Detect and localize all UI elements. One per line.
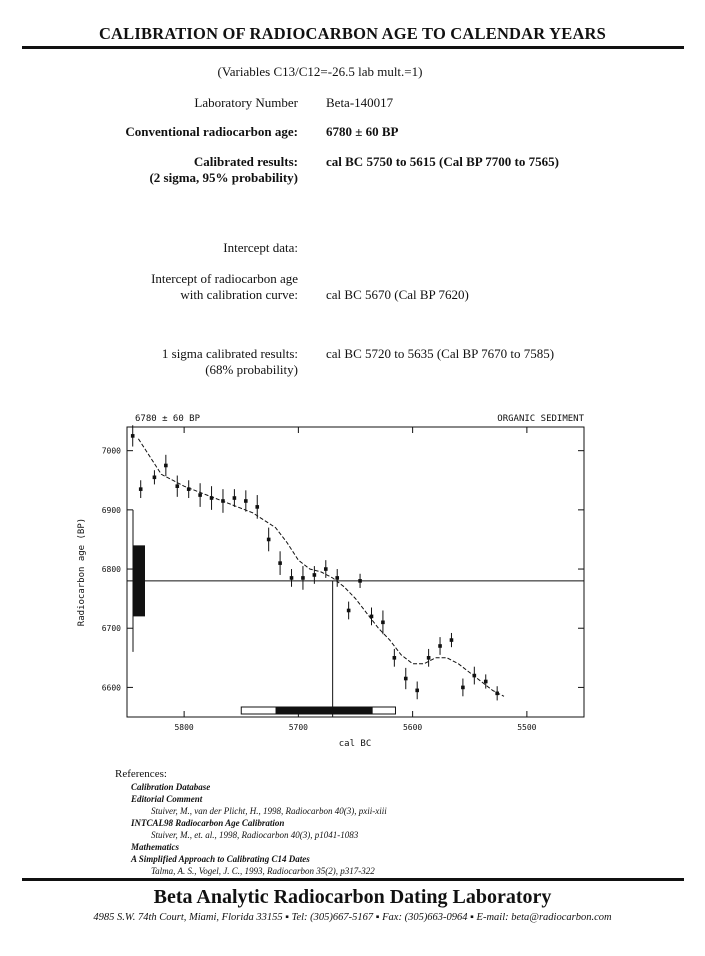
lab-number-value: Beta-140017 [326, 95, 394, 110]
data-point [198, 493, 202, 497]
data-point [438, 644, 442, 648]
intercept-label-2: with calibration curve: [180, 287, 298, 302]
lab-address: 4985 S.W. 74th Court, Miami, Florida 33155 ▪ Tel: (305)667-5167 ▪ Fax: (305)663-0964 ▪ E-mail: beta@radiocarbon.com [93, 912, 612, 923]
data-point [461, 686, 465, 690]
calibrated-sub-label: (2 sigma, 95% probability) [149, 170, 298, 185]
intercept-data-label: Intercept data: [223, 240, 298, 255]
references-heading: References: [115, 768, 167, 780]
data-point [427, 656, 431, 660]
data-point [415, 689, 419, 693]
conv-age-label: Conventional radiocarbon age: [125, 124, 298, 139]
data-point [495, 692, 499, 696]
intercept-label-1: Intercept of radiocarbon age [151, 271, 298, 286]
data-point [187, 487, 191, 491]
sample-sigma-bar [133, 545, 145, 616]
plot-frame [127, 427, 584, 717]
x-axis-label: cal BC [338, 739, 372, 749]
data-point [175, 484, 179, 488]
sigma1-label: 1 sigma calibrated results: [161, 346, 298, 361]
chart-title-right: ORGANIC SEDIMENT [497, 414, 584, 424]
calibration-curve [138, 439, 504, 697]
data-point [131, 434, 135, 438]
footer-rule [22, 878, 684, 881]
y-tick-label: 7000 [101, 446, 121, 456]
y-tick-label: 6800 [101, 565, 121, 575]
data-point [301, 576, 305, 580]
data-point [381, 621, 385, 625]
intercept-value: cal BC 5670 (Cal BP 7620) [326, 287, 469, 302]
reference-item: Calibration Database [131, 782, 211, 792]
reference-item: Mathematics [131, 842, 180, 852]
sigma1-range-bar [276, 707, 373, 714]
variables-line: (Variables C13/C12=-26.5 lab mult.=1) [217, 64, 423, 79]
sigma1-sub-label: (68% probability) [205, 362, 298, 377]
lab-name: Beta Analytic Radiocarbon Dating Laboratory [153, 886, 552, 908]
reference-item: Stuiver, M., et. al., 1998, Radiocarbon 40(3), p1041-1083 [151, 830, 359, 840]
lab-number-label: Laboratory Number [194, 95, 298, 110]
data-point [473, 674, 477, 678]
data-point [393, 656, 397, 660]
page-title: CALIBRATION OF RADIOCARBON AGE TO CALENDAR YEARS [98, 24, 607, 43]
x-tick-label: 5700 [288, 723, 309, 732]
data-point [278, 561, 282, 565]
conv-age-value: 6780 ± 60 BP [326, 124, 399, 139]
x-tick-label: 5600 [402, 723, 423, 732]
x-tick-label: 5500 [517, 723, 537, 732]
y-tick-label: 6600 [101, 683, 121, 693]
data-point [484, 680, 488, 684]
y-axis-label: Radiocarbon age (BP) [77, 517, 87, 627]
data-point [347, 609, 351, 613]
data-point [244, 499, 248, 503]
data-point [221, 499, 225, 503]
reference-item: Editorial Comment [131, 794, 203, 804]
chart-title-left: 6780 ± 60 BP [135, 414, 201, 424]
calibrated-value: cal BC 5750 to 5615 (Cal BP 7700 to 7565) [326, 154, 559, 169]
data-point [370, 615, 374, 619]
sigma1-value: cal BC 5720 to 5635 (Cal BP 7670 to 7585) [326, 346, 555, 361]
data-point [153, 476, 157, 480]
data-point [313, 573, 317, 577]
data-point [139, 487, 143, 491]
data-point [290, 576, 294, 580]
data-point [233, 496, 237, 500]
references [115, 768, 387, 877]
data-point [210, 496, 214, 500]
reference-item: Stuiver, M., van der Plicht, H., 1998, Radiocarbon 40(3), pxii-xiii [151, 806, 387, 816]
reference-item: INTCAL98 Radiocarbon Age Calibration [131, 818, 285, 828]
y-tick-label: 6900 [101, 505, 121, 515]
data-point [324, 567, 328, 571]
data-point [164, 464, 168, 468]
x-tick-label: 5800 [174, 723, 194, 732]
calibrated-label: Calibrated results: [193, 154, 298, 169]
reference-item: Talma, A. S., Vogel, J. C., 1993, Radiocarbon 35(2), p317-322 [151, 866, 375, 876]
data-point [267, 538, 271, 542]
data-point [255, 505, 259, 509]
data-point [404, 677, 408, 681]
data-point [335, 576, 339, 580]
y-tick-label: 6700 [101, 624, 121, 634]
reference-item: A Simplified Approach to Calibrating C14 Dates [131, 854, 310, 864]
data-point [450, 638, 454, 642]
